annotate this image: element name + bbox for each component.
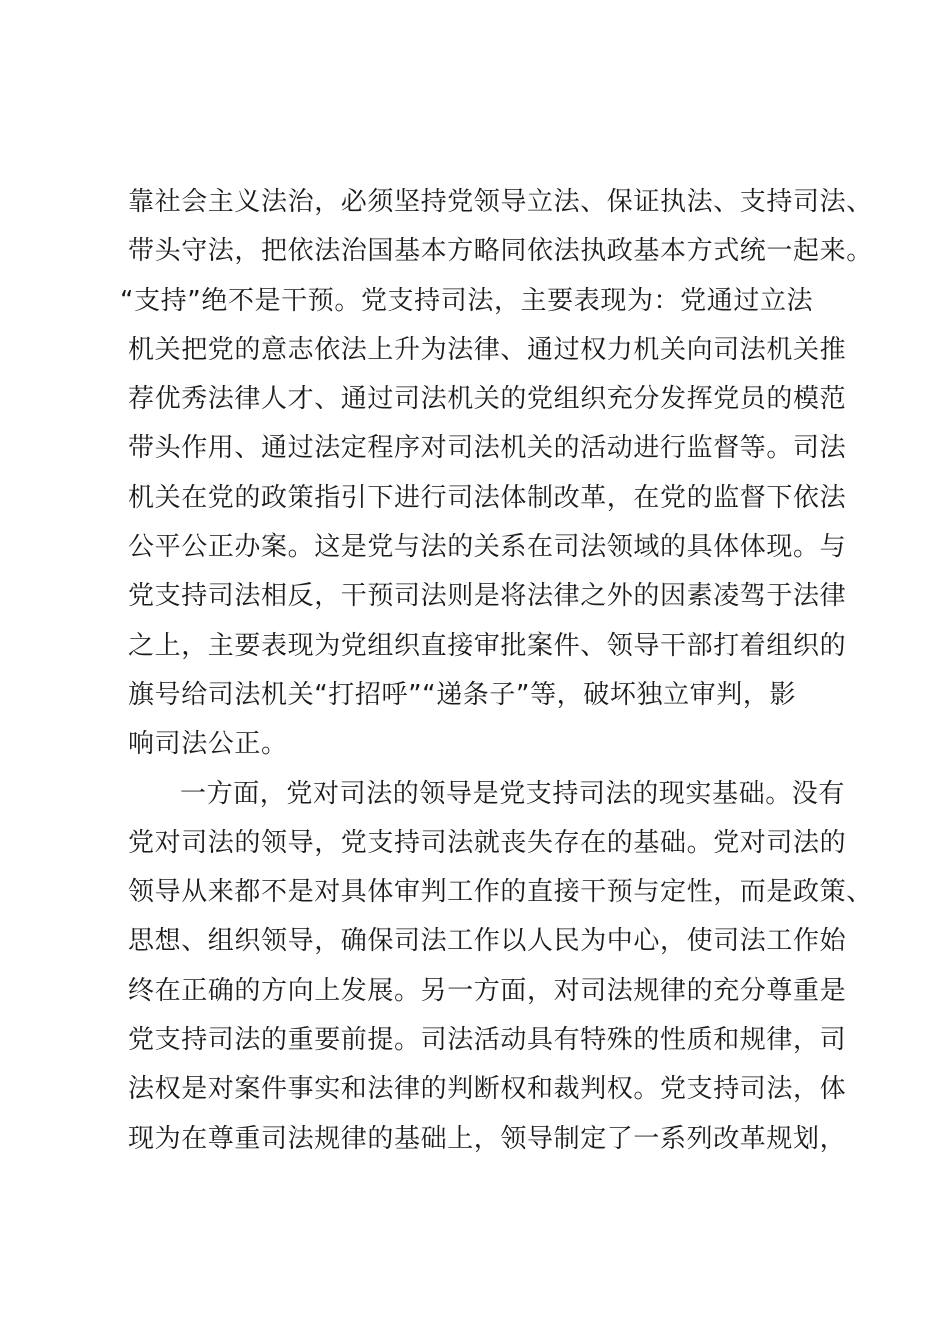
text-line: 终在正确的方向上发展。另一方面，对司法规律的充分尊重是: [128, 975, 847, 1006]
text-line: 荐优秀法律人才、通过司法机关的党组织充分发挥党员的模范: [128, 384, 847, 415]
text-line: 党支持司法的重要前提。司法活动具有特殊的性质和规律，司: [128, 1025, 847, 1056]
text-line: 旗号给司法机关“打招呼”“递条子”等，破坏独立审判，影: [128, 679, 797, 710]
text-line: 党对司法的领导，党支持司法就丧失存在的基础。党对司法的: [128, 827, 847, 858]
text-line: 机关在党的政策指引下进行司法体制改革，在党的监督下依法: [128, 482, 847, 513]
text-line: 之上，主要表现为党组织直接审批案件、领导干部打着组织的: [128, 630, 847, 661]
text-line: 带头作用、通过法定程序对司法机关的活动进行监督等。司法: [128, 433, 847, 464]
text-line: 法权是对案件事实和法律的判断权和裁判权。党支持司法，体: [128, 1074, 847, 1105]
text-line: 机关把党的意志依法上升为法律、通过权力机关向司法机关推: [128, 334, 847, 365]
paragraph-1: [120, 178, 873, 770]
text-line: 公平公正办案。这是党与法的关系在司法领域的具体体现。与: [128, 532, 847, 563]
text-line: 党支持司法相反，干预司法则是将法律之外的因素凌驾于法律: [128, 581, 847, 612]
text-line: 领导从来都不是对具体审判工作的直接干预与定性，而是政策、: [128, 877, 873, 908]
text-line: 一方面，党对司法的领导是党支持司法的现实基础。没有: [180, 778, 846, 809]
text-line: 现为在尊重司法规律的基础上，领导制定了一系列改革规划，: [128, 1123, 847, 1154]
text-line: 思想、组织领导，确保司法工作以人民为中心，使司法工作始: [128, 926, 847, 957]
text-line: “支持”绝不是干预。党支持司法，主要表现为：党通过立法: [120, 285, 814, 316]
text-line: 靠社会主义法治，必须坚持党领导立法、保证执法、支持司法、: [128, 187, 873, 217]
body-text: [120, 178, 873, 1164]
paragraph-2: [128, 770, 873, 1164]
text-line: 响司法公正。: [128, 729, 288, 760]
text-line: 带头守法，把依法治国基本方略同依法执政基本方式统一起来。: [128, 236, 873, 267]
